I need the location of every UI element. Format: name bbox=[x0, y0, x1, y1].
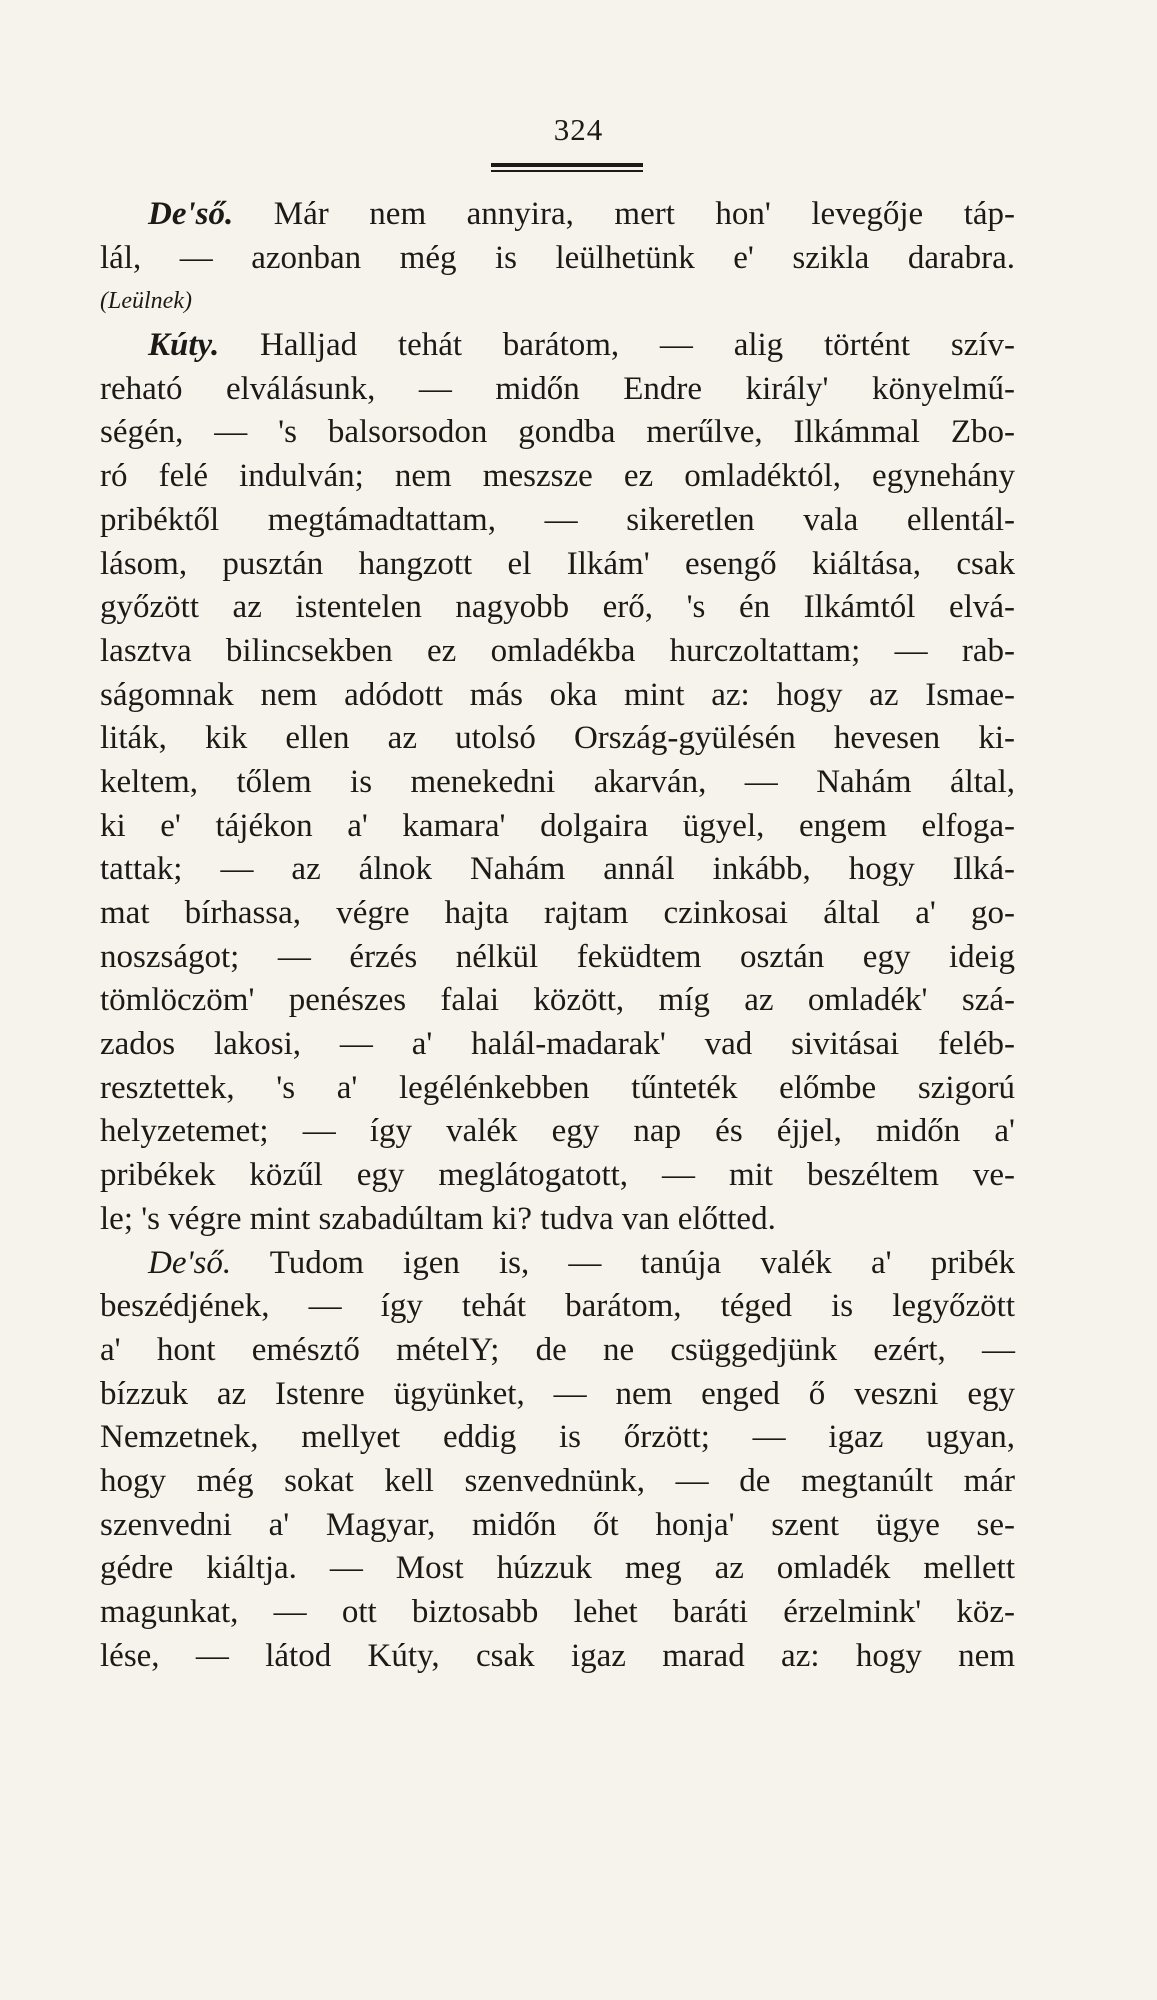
page-number: 324 bbox=[553, 112, 604, 147]
line-text: liták, kik ellen az utolsó Ország-gyülésén hevesen ki- bbox=[100, 720, 1015, 757]
line-text: Tudom igen is, — tanúja valék a' pribék bbox=[269, 1244, 1016, 1281]
line-text: ró felé indulván; nem meszsze ez omladéktól, egynehány bbox=[100, 458, 1015, 495]
text-line bbox=[100, 1285, 1015, 1329]
text-line bbox=[100, 1635, 1015, 1679]
line-text: reható elválásunk, — midőn Endre király' könyelmű- bbox=[100, 370, 1015, 407]
line-text: lál, — azonban még is leülhetünk e' szikla darabra. bbox=[100, 239, 1015, 276]
line-text: tattak; — az álnok Nahám annál inkább, hogy Ilká- bbox=[100, 851, 1015, 888]
line-text: helyzetemet; — így valék egy nap és éjjel, midőn a' bbox=[100, 1113, 1015, 1150]
text-line bbox=[100, 1416, 1015, 1460]
text-line bbox=[100, 193, 1015, 237]
line-text: zados lakosi, — a' halál-madarak' vad sivitásai feléb- bbox=[100, 1026, 1015, 1063]
speaker-name: Kúty. bbox=[148, 327, 220, 364]
line-text: pribéktől megtámadtattam, — sikeretlen vala ellentál- bbox=[100, 501, 1015, 538]
text-line bbox=[100, 411, 1015, 455]
stage-direction: (Leülnek) bbox=[100, 288, 192, 315]
line-text: ki e' tájékon a' kamara' dolgaira ügyel, engem elfoga- bbox=[100, 807, 1015, 844]
text-line bbox=[100, 237, 1015, 281]
line-text: lése, — látod Kúty, csak igaz marad az: hogy nem bbox=[100, 1637, 1015, 1674]
text-line bbox=[100, 455, 1015, 499]
text-line bbox=[100, 499, 1015, 543]
text-line bbox=[100, 1110, 1015, 1154]
text-line bbox=[100, 1154, 1015, 1198]
line-text: magunkat, — ott biztosabb lehet baráti érzelmink' köz- bbox=[100, 1594, 1015, 1630]
text-line bbox=[100, 761, 1015, 805]
line-text: Nemzetnek, mellyet eddig is őrzött; — igaz ugyan, bbox=[100, 1419, 1015, 1456]
line-text: a' hont emésztő mételY; de ne csüggedjünk ezért, — bbox=[100, 1331, 1015, 1368]
text-line bbox=[100, 1547, 1015, 1591]
header-rule-thick bbox=[491, 163, 643, 167]
text-line bbox=[100, 936, 1015, 980]
line-text: győzött az istentelen nagyobb erő, 's én Ilkámtól elvá- bbox=[100, 589, 1015, 626]
line-text: ségén, — 's balsorsodon gondba merűlve, Ilkámmal Zbo- bbox=[100, 414, 1015, 451]
line-text: ságomnak nem adódott más oka mint az: hogy az Ismae- bbox=[100, 676, 1015, 713]
text-line bbox=[100, 848, 1015, 892]
line-text: lásom, pusztán hangzott el Ilkám' esengő kiáltása, csak bbox=[100, 545, 1015, 582]
line-text: szenvedni a' Magyar, midőn őt honja' szent ügye se- bbox=[100, 1506, 1015, 1543]
line-text: gédre kiáltja. — Most húzzuk meg az omladék mellett bbox=[100, 1550, 1015, 1587]
text-line bbox=[100, 892, 1015, 936]
text-line bbox=[100, 1067, 1015, 1111]
line-text: tömlöczöm' penészes falai között, míg az omladék' szá- bbox=[100, 982, 1015, 1019]
line-text: pribékek közűl egy meglátogatott, — mit beszéltem ve- bbox=[100, 1157, 1015, 1194]
text-line bbox=[100, 368, 1015, 412]
text-line bbox=[100, 324, 1015, 368]
line-text: lasztva bilincsekben ez omladékba hurczoltattam; — rab- bbox=[100, 632, 1015, 669]
text-line bbox=[100, 586, 1015, 630]
text-line bbox=[100, 979, 1015, 1023]
text-line bbox=[100, 805, 1015, 849]
text-line bbox=[100, 280, 1015, 324]
text-line bbox=[100, 1329, 1015, 1373]
text-line bbox=[100, 1460, 1015, 1504]
line-text: resztettek, 's a' legélénkebben tűnteték előmbe szigorú bbox=[100, 1069, 1015, 1106]
line-text: noszságot; — érzés nélkül feküdtem osztán egy ideig bbox=[100, 938, 1015, 975]
text-line bbox=[100, 717, 1015, 761]
line-text: Halljad tehát barátom, — alig történt szív- bbox=[260, 327, 1016, 364]
line-text: Már nem annyira, mert hon' levegője táp- bbox=[273, 196, 1016, 232]
text-line bbox=[100, 630, 1015, 674]
line-text: bízzuk az Istenre ügyünket, — nem enged ő veszni egy bbox=[100, 1375, 1015, 1412]
line-text: mat bírhassa, végre hajta rajtam czinkosai által a' go- bbox=[100, 895, 1015, 931]
line-text: hogy még sokat kell szenvednünk, — de megtanúlt már bbox=[100, 1462, 1015, 1499]
line-text: keltem, tőlem is menekedni akarván, — Nahám által, bbox=[100, 763, 1015, 800]
text-line bbox=[100, 1504, 1015, 1548]
dialogue-text bbox=[100, 193, 1015, 1678]
speaker-name: De'ső. bbox=[148, 1244, 232, 1281]
line-text: beszédjének, — így tehát barátom, téged is legyőzött bbox=[100, 1288, 1015, 1325]
header-rule-thin bbox=[491, 170, 643, 172]
speaker-name: De'ső. bbox=[148, 196, 234, 232]
text-line bbox=[100, 1198, 1015, 1242]
text-line bbox=[100, 674, 1015, 718]
text-line bbox=[100, 543, 1015, 587]
text-line bbox=[100, 1591, 1015, 1635]
text-line bbox=[100, 1242, 1015, 1286]
text-line bbox=[100, 1373, 1015, 1417]
text-line bbox=[100, 1023, 1015, 1067]
line-text: le; 's végre mint szabadúltam ki? tudva van előtted. bbox=[100, 1200, 776, 1237]
